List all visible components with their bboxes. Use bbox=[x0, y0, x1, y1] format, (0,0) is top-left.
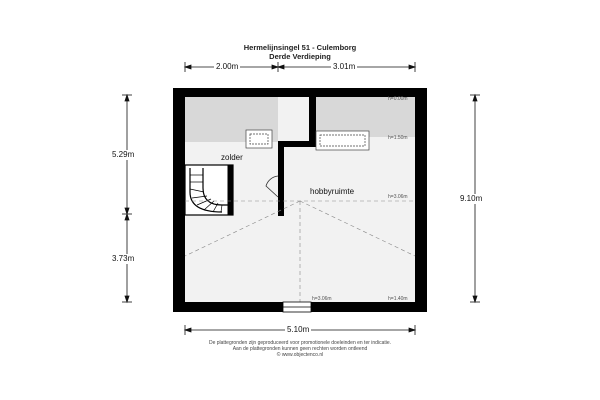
skylight-right bbox=[316, 131, 369, 150]
plan-floor-name: Derde Verdieping bbox=[269, 52, 331, 61]
room-label-zolder: zolder bbox=[221, 153, 243, 162]
height-label-right-upper: h=1.50m bbox=[388, 135, 408, 141]
height-label-bottom-right: h=1.40m bbox=[388, 296, 408, 302]
room-label-hobbyruimte: hobbyruimte bbox=[310, 187, 355, 196]
staircase bbox=[185, 165, 233, 215]
height-label-top-right: h=0.00m bbox=[388, 96, 408, 102]
dim-right: 9.10m bbox=[460, 194, 483, 203]
left-dimension-lines bbox=[122, 95, 132, 302]
disclaimer-line-3: © www.objectenco.nl bbox=[276, 352, 324, 358]
dim-top-right: 3.01m bbox=[333, 62, 356, 71]
skylight-left bbox=[246, 130, 272, 148]
height-label-bottom-center: h=3.06m bbox=[312, 296, 332, 302]
dim-left-lower: 3.73m bbox=[112, 254, 135, 263]
dim-top-left: 2.00m bbox=[216, 62, 239, 71]
height-label-ridge: h=3.06m bbox=[388, 194, 408, 200]
dim-bottom: 5.10m bbox=[287, 325, 310, 334]
dim-left-upper: 5.29m bbox=[112, 150, 135, 159]
interior-wall-vertical-left bbox=[278, 141, 284, 216]
disclaimer-line-1: De plattegronden zijn geproduceerd voor promotionele doeleinden en ter indicatie. bbox=[208, 340, 392, 346]
plan-address: Hermelijnsingel 51 - Culemborg bbox=[243, 43, 357, 52]
interior-wall-vertical-right bbox=[309, 97, 316, 147]
disclaimer-line-2: Aan de plattegronden kunnen geen rechten worden ontleend bbox=[232, 346, 368, 352]
window-bottom bbox=[283, 302, 311, 312]
